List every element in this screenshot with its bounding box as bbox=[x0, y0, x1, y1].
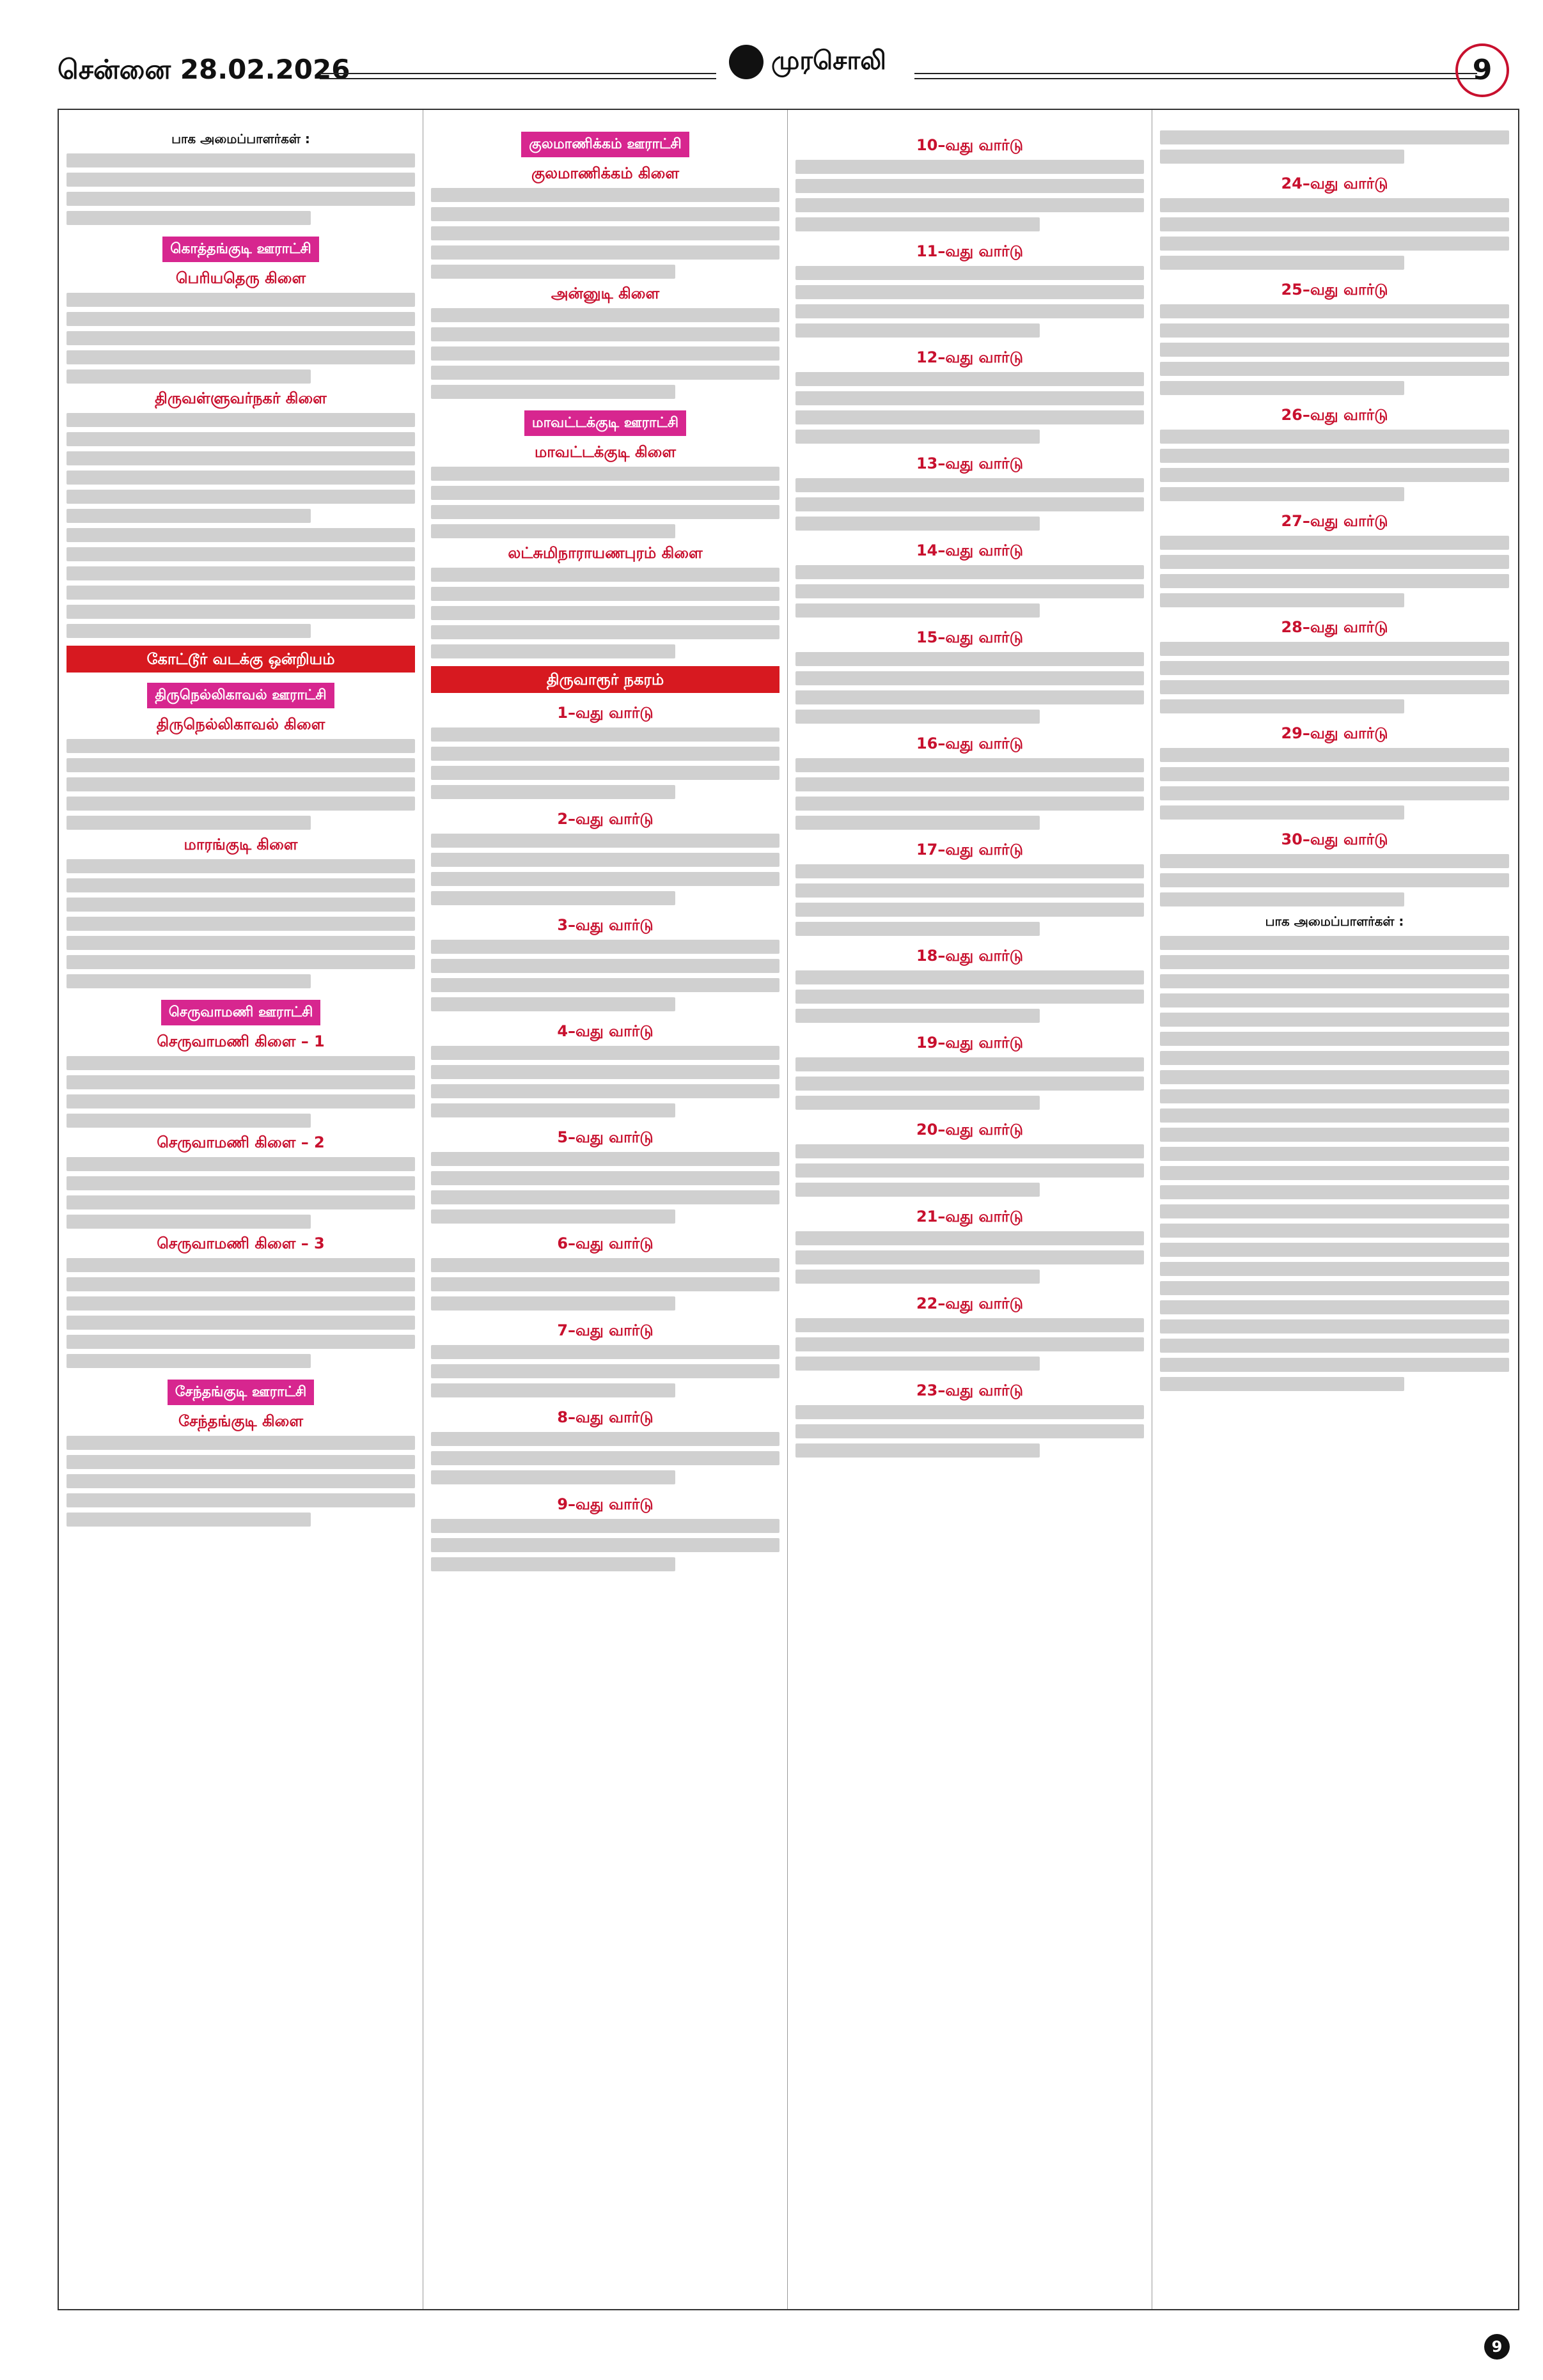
column-4 bbox=[1152, 110, 1517, 2309]
office-bearers-heading: பாக அமைப்பாளர்கள் : bbox=[171, 131, 310, 146]
masthead bbox=[45, 40, 1509, 106]
masthead-rule-left bbox=[320, 73, 716, 79]
ward-heading: 29–வது வார்டு bbox=[1281, 724, 1388, 742]
article-grid bbox=[58, 109, 1519, 2310]
village-kulamanickam: குலமாணிக்கம் ஊராட்சி bbox=[521, 132, 689, 157]
ward-heading: 13–வது வார்டு bbox=[916, 455, 1023, 472]
ward-heading: 11–வது வார்டு bbox=[916, 242, 1023, 260]
footer-page-number: 9 bbox=[1484, 2334, 1510, 2360]
village-kothangudi: கொத்தங்குடி ஊராட்சி bbox=[162, 237, 319, 262]
ward-heading: 20–வது வார்டு bbox=[916, 1121, 1023, 1139]
ward-heading: 5–வது வார்டு bbox=[557, 1128, 654, 1146]
ward-heading: 19–வது வார்டு bbox=[916, 1034, 1023, 1052]
ward-heading: 17–வது வார்டு bbox=[916, 841, 1023, 859]
ward-heading: 16–வது வார்டு bbox=[916, 735, 1023, 752]
branch-lakshminarayanapuram: லட்சுமிநாராயணபுரம் கிளை bbox=[508, 544, 703, 562]
ward-heading: 14–வது வார்டு bbox=[916, 541, 1023, 559]
column-3 bbox=[788, 110, 1152, 2309]
ward-heading: 25–வது வார்டு bbox=[1281, 281, 1388, 299]
ward-heading: 3–வது வார்டு bbox=[557, 916, 654, 934]
branch-annudi: அன்னுடி கிளை bbox=[551, 284, 660, 302]
ward-heading: 26–வது வார்டு bbox=[1281, 406, 1388, 424]
ward-heading: 21–வது வார்டு bbox=[916, 1208, 1023, 1225]
branch-seruvamani-1: செருவாமணி கிளை – 1 bbox=[157, 1032, 325, 1050]
branch-mavattakudi: மாவட்டக்குடி கிளை bbox=[534, 443, 677, 461]
ward-heading: 7–வது வார்டு bbox=[557, 1321, 654, 1339]
ward-heading: 28–வது வார்டு bbox=[1281, 618, 1388, 636]
branch-marangudi: மாரங்குடி கிளை bbox=[184, 836, 298, 853]
column-1 bbox=[59, 110, 423, 2309]
office-bearers-heading: பாக அமைப்பாளர்கள் : bbox=[1265, 914, 1404, 929]
village-thirunellikaval: திருநெல்லிகாவல் ஊராட்சி bbox=[147, 683, 334, 708]
ward-heading: 30–வது வார்டு bbox=[1281, 830, 1388, 848]
paper-emblem-icon bbox=[729, 45, 764, 79]
masthead-rule-right bbox=[914, 73, 1477, 79]
ward-heading: 9–வது வார்டு bbox=[557, 1495, 654, 1513]
ward-heading: 4–வது வார்டு bbox=[557, 1022, 654, 1040]
branch-seruvamani-3: செருவாமணி கிளை – 3 bbox=[157, 1234, 325, 1252]
masthead-logo bbox=[729, 45, 886, 79]
ward-heading: 10–வது வார்டு bbox=[916, 136, 1023, 154]
ward-heading: 2–வது வார்டு bbox=[557, 810, 654, 828]
village-senthangudi: சேந்தங்குடி ஊராட்சி bbox=[168, 1380, 314, 1405]
ward-heading: 22–வது வார்டு bbox=[916, 1295, 1023, 1312]
section-thiruvarur: திருவாரூர் நகரம் bbox=[431, 666, 779, 693]
dateline: சென்னை 28.02.2026 bbox=[58, 54, 350, 85]
ward-heading: 8–வது வார்டு bbox=[557, 1408, 654, 1426]
village-seruvamani: செருவாமணி ஊராட்சி bbox=[161, 1000, 321, 1025]
ward-heading: 23–வது வார்டு bbox=[916, 1381, 1023, 1399]
section-kottur: கோட்டூர் வடக்கு ஒன்றியம் bbox=[67, 646, 415, 673]
ward-heading: 18–வது வார்டு bbox=[916, 947, 1023, 965]
ward-heading: 12–வது வார்டு bbox=[916, 348, 1023, 366]
ward-heading: 1–வது வார்டு bbox=[557, 704, 654, 722]
branch-periyatheru: பெரியதெரு கிளை bbox=[175, 269, 306, 287]
ward-heading: 24–வது வார்டு bbox=[1281, 175, 1388, 192]
paper-name: முரசொலி bbox=[771, 45, 886, 75]
column-2 bbox=[423, 110, 788, 2309]
village-mavattakudi: மாவட்டக்குடி ஊராட்சி bbox=[524, 410, 686, 436]
branch-thirunellikaval: திருநெல்லிகாவல் கிளை bbox=[156, 715, 325, 733]
branch-senthangudi: சேந்தங்குடி கிளை bbox=[178, 1412, 304, 1430]
branch-seruvamani-2: செருவாமணி கிளை – 2 bbox=[157, 1133, 325, 1151]
page-number: 9 bbox=[1455, 43, 1509, 97]
ward-heading: 15–வது வார்டு bbox=[916, 628, 1023, 646]
ward-heading: 6–வது வார்டு bbox=[557, 1234, 654, 1252]
branch-kulamanickam: குலமாணிக்கம் கிளை bbox=[531, 164, 680, 182]
branch-thiruvalluvar: திருவள்ளுவர்நகர் கிளை bbox=[155, 389, 327, 407]
ward-heading: 27–வது வார்டு bbox=[1281, 512, 1388, 530]
